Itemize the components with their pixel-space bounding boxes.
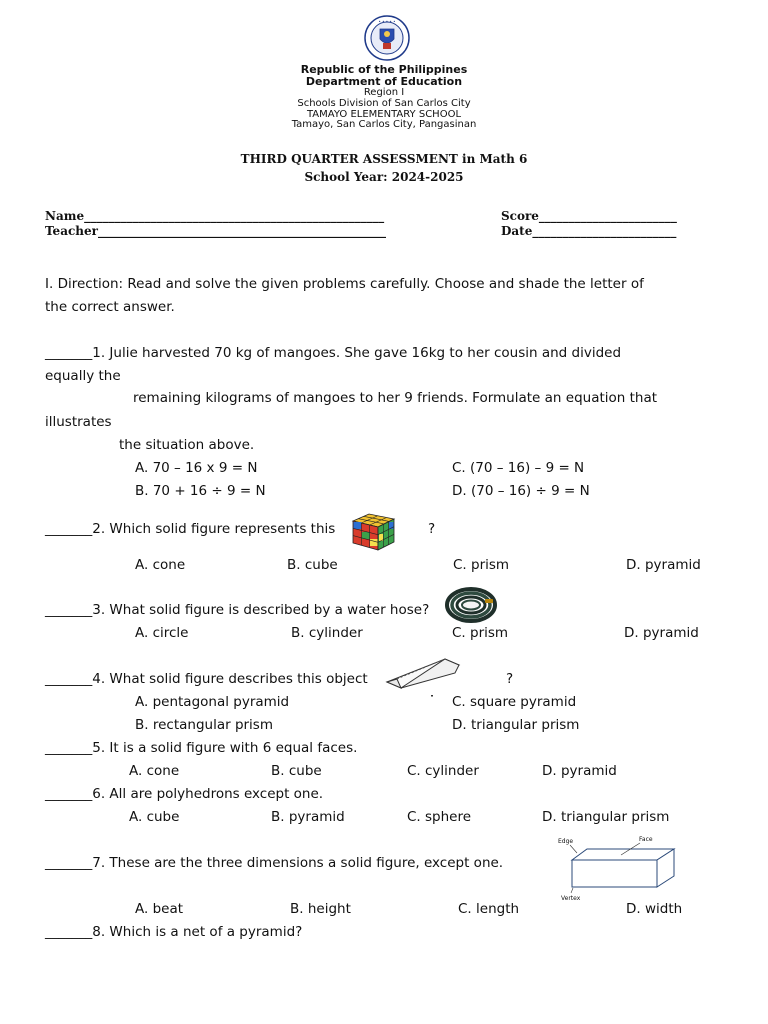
svg-text:• • • • •: • • • • • (378, 19, 396, 24)
q2-option-a[interactable]: A. cone (135, 557, 186, 573)
q5-option-b[interactable]: B. cube (271, 763, 322, 779)
q1-line3: remaining kilograms of mangoes to her 9 friends. Formulate an equation that (133, 390, 658, 406)
date-field[interactable]: Date________________________ (501, 224, 677, 238)
q2-option-c[interactable]: C. prism (453, 557, 510, 573)
q5-option-c[interactable]: C. cylinder (407, 763, 479, 779)
q1-line2: equally the (45, 368, 121, 384)
q6-option-b[interactable]: B. pyramid (271, 809, 345, 825)
header-school: TAMAYO ELEMENTARY SCHOOL (306, 109, 462, 120)
diagram-label-vertex: Vertex (561, 895, 581, 902)
q7-option-a[interactable]: A. beat (135, 901, 184, 917)
header-republic: Republic of the Philippines (300, 63, 468, 76)
q3-text: _______3. What solid figure is described by a water hose? (45, 602, 430, 618)
triangular-prism-icon (383, 655, 467, 699)
diagram-label-edge: Edge (558, 838, 574, 845)
assessment-title: THIRD QUARTER ASSESSMENT in Math 6 (240, 152, 528, 166)
diagram-label-face: Face (639, 836, 653, 843)
q7-text: _______7. These are the three dimensions a solid figure, except one. (45, 855, 504, 871)
q1-option-c[interactable]: C. (70 – 16) – 9 = N (452, 460, 585, 476)
q5-option-a[interactable]: A. cone (129, 763, 180, 779)
school-year: School Year: 2024-2025 (304, 170, 464, 184)
q1-option-a[interactable]: A. 70 – 16 x 9 = N (135, 460, 258, 476)
q6-option-d[interactable]: D. triangular prism (542, 809, 670, 825)
q3-option-d[interactable]: D. pyramid (624, 625, 699, 641)
q6-option-a[interactable]: A. cube (129, 809, 180, 825)
q7-option-d[interactable]: D. width (626, 901, 683, 917)
q1-option-b[interactable]: B. 70 + 16 ÷ 9 = N (135, 483, 266, 499)
q1-line5: the situation above. (119, 437, 255, 453)
q4-text: _______4. What solid figure describes this object (45, 671, 368, 687)
teacher-field[interactable]: Teacher________________________________________________ (45, 224, 386, 238)
q5-option-d[interactable]: D. pyramid (542, 763, 617, 779)
name-field[interactable]: Name__________________________________________________ (45, 209, 385, 223)
score-field[interactable]: Score_______________________ (501, 209, 677, 223)
water-hose-icon (445, 586, 497, 624)
header-department: Department of Education (305, 75, 463, 88)
q4-option-b[interactable]: B. rectangular prism (135, 717, 273, 733)
header-division: Schools Division of San Carlos City (297, 98, 471, 109)
q5-text: _______5. It is a solid figure with 6 equal faces. (45, 740, 358, 756)
q4-option-a[interactable]: A. pentagonal pyramid (135, 694, 290, 710)
rubiks-cube-icon (351, 512, 396, 552)
q3-option-b[interactable]: B. cylinder (291, 625, 363, 641)
header-region: Region I (363, 87, 405, 98)
q4-option-c[interactable]: C. square pyramid (452, 694, 577, 710)
q4-option-d[interactable]: D. triangular prism (452, 717, 580, 733)
q2-text: _______2. Which solid figure represents this (45, 521, 336, 537)
q1-line4: illustrates (45, 414, 112, 430)
q7-option-c[interactable]: C. length (458, 901, 520, 917)
q2-option-b[interactable]: B. cube (287, 557, 338, 573)
q4-question-mark: ? (506, 671, 514, 687)
q2-option-d[interactable]: D. pyramid (626, 557, 701, 573)
direction-line1: I. Direction: Read and solve the given problems carefully. Choose and shade the letter of (45, 276, 644, 292)
q2-question-mark: ? (428, 521, 436, 537)
rectangular-prism-diagram (555, 835, 685, 905)
q1-option-d[interactable]: D. (70 – 16) ÷ 9 = N (452, 483, 590, 499)
q8-text: _______8. Which is a net of a pyramid? (45, 924, 303, 940)
q7-option-b[interactable]: B. height (290, 901, 351, 917)
deped-seal-icon (356, 15, 418, 65)
direction-line2: the correct answer. (45, 299, 175, 315)
q3-option-a[interactable]: A. circle (135, 625, 189, 641)
q6-option-c[interactable]: C. sphere (407, 809, 472, 825)
q3-option-c[interactable]: C. prism (452, 625, 509, 641)
header-address: Tamayo, San Carlos City, Pangasinan (291, 119, 477, 130)
q1-line1: _______1. Julie harvested 70 kg of mangoes. She gave 16kg to her cousin and divided (45, 345, 622, 361)
q6-text: _______6. All are polyhedrons except one. (45, 786, 324, 802)
